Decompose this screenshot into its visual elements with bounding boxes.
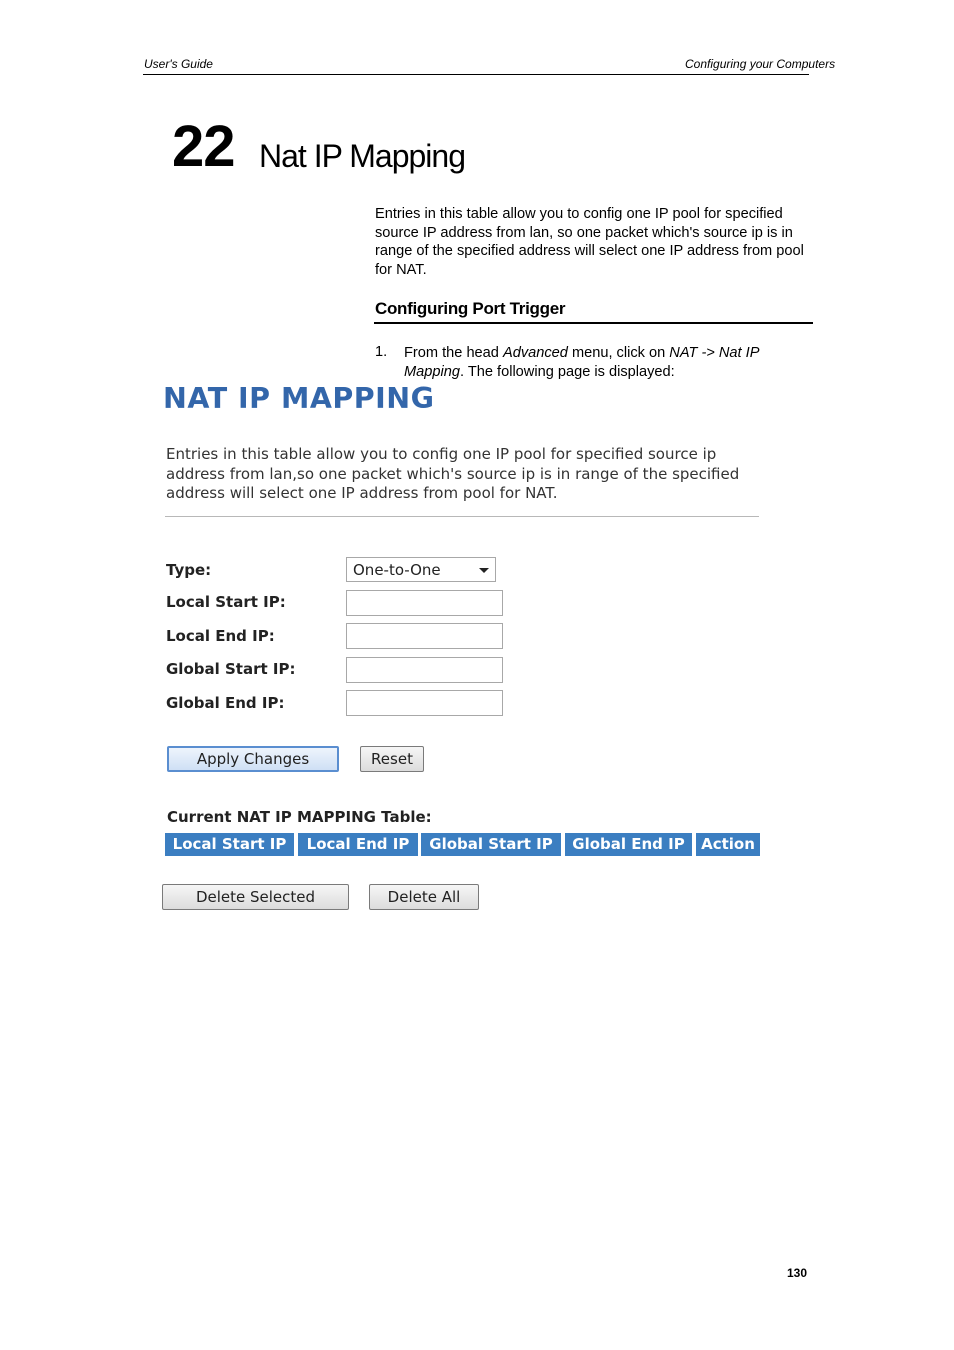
global-end-ip-label: Global End IP: [166, 694, 285, 712]
section-divider [374, 322, 813, 324]
screen-description: Entries in this table allow you to config one IP pool for specified source ip address from lan,so one packet which's source ip is in range of the specified address will select one IP address from pool for NAT. [166, 445, 740, 502]
screen-title: NAT IP MAPPING [163, 382, 435, 415]
page-number: 130 [787, 1266, 808, 1280]
column-header-local-start-ip: Local Start IP [165, 833, 294, 856]
column-header-global-end-ip: Global End IP [565, 833, 692, 856]
step-pre: From the head [404, 345, 503, 361]
local-start-ip-label: Local Start IP: [166, 593, 286, 611]
global-start-ip-input[interactable] [346, 657, 503, 683]
delete-selected-button[interactable]: Delete Selected [162, 884, 349, 910]
type-select[interactable] [346, 557, 496, 582]
table-title: Current NAT IP MAPPING Table: [167, 808, 432, 826]
column-header-local-end-ip: Local End IP [298, 833, 418, 856]
local-start-ip-input[interactable] [346, 590, 503, 616]
chapter-number: 22 [172, 114, 235, 179]
intro-paragraph: Entries in this table allow you to config one IP pool for specified source IP address from lan, so one packet which's source ip is in range of the specified address will select one IP address from pool for NAT. [375, 206, 804, 278]
global-start-ip-label: Global Start IP: [166, 660, 296, 678]
step-text [404, 344, 804, 381]
step-menu: Advanced [502, 345, 568, 361]
header-divider [143, 74, 809, 75]
step-mid: menu, click on [567, 345, 670, 361]
column-header-action: Action [696, 833, 760, 856]
section-heading: Configuring Port Trigger [375, 299, 566, 318]
reset-button[interactable]: Reset [360, 746, 424, 772]
step-path: NAT -> Nat IP Mapping [404, 345, 759, 380]
step-post: . The following page is displayed: [459, 363, 675, 380]
delete-all-button[interactable]: Delete All [369, 884, 479, 910]
local-end-ip-input[interactable] [346, 623, 503, 649]
global-end-ip-input[interactable] [346, 690, 503, 716]
type-select-value: One-to-One [353, 561, 441, 579]
type-label: Type: [166, 561, 212, 579]
apply-changes-button[interactable]: Apply Changes [167, 746, 339, 772]
header-left-text: User's Guide [144, 57, 213, 71]
local-end-ip-label: Local End IP: [166, 627, 275, 645]
header-right-text: Configuring your Computers [685, 57, 836, 71]
chapter-title: Nat IP Mapping [259, 138, 465, 174]
column-header-global-start-ip: Global Start IP [421, 833, 561, 856]
screen-divider [165, 516, 759, 517]
chevron-down-icon [479, 568, 489, 573]
step-number: 1. [375, 344, 388, 360]
